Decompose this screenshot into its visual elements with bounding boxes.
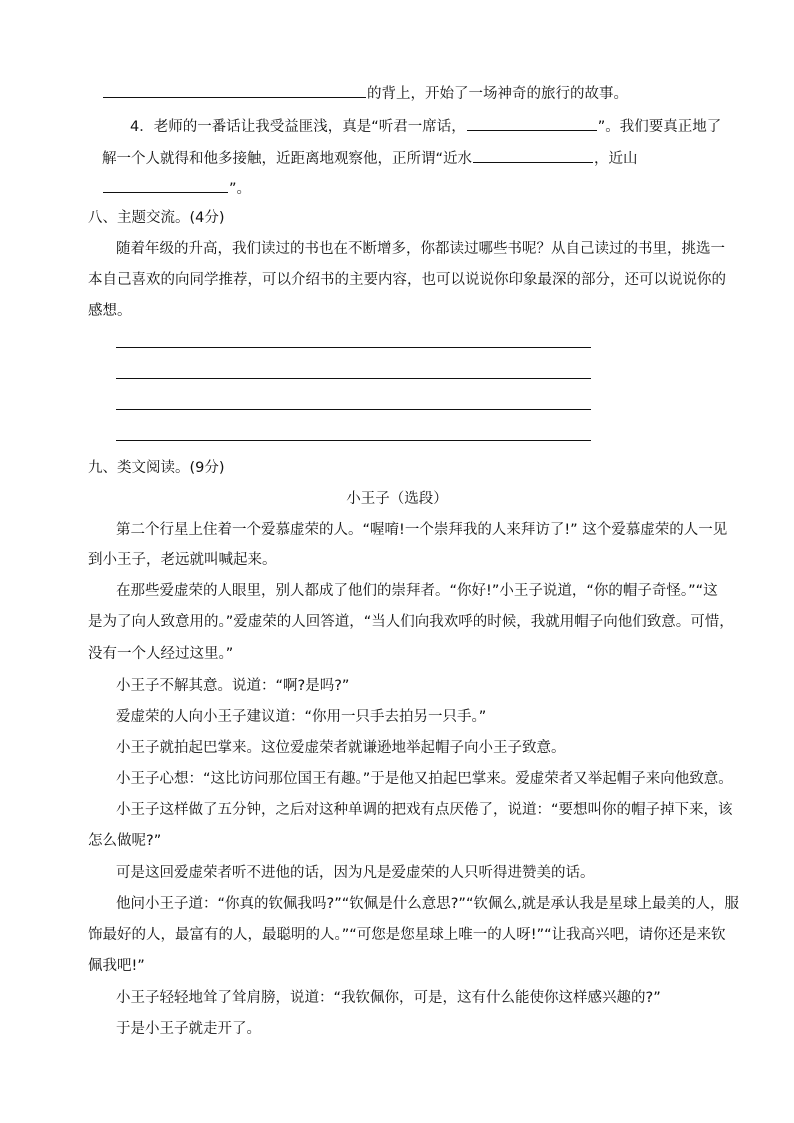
- passage-line: 佩我吧!”: [88, 958, 145, 974]
- q7-item-4-line-3: [102, 178, 742, 199]
- writing-line[interactable]: [116, 347, 591, 348]
- answer-blank[interactable]: [103, 178, 228, 193]
- passage-line: 于是小王子就走开了。: [116, 1021, 261, 1037]
- passage-line: 他问小王子道：“你真的钦佩我吗?”“钦佩是什么意思?”“钦佩么,就是承认我是星球上最美的人，服: [116, 896, 740, 912]
- q7-line-1: [102, 83, 742, 104]
- passage-line: 是为了向人致意用的。”爱虚荣的人回答道，“当人们向我欢呼的时候，我就用帽子向他们致意。可惜，: [88, 614, 734, 630]
- q8-heading: 八、主题交流。(4分): [88, 210, 225, 226]
- writing-line[interactable]: [116, 440, 591, 441]
- q7-item4-text-e: ”。: [229, 181, 252, 197]
- passage-line: 小王子这样做了五分钟，之后对这种单调的把戏有点厌倦了，说道：“要想叫你的帽子掉下来，该: [116, 802, 733, 818]
- passage-line: 在那些爱虚荣的人眼里，别人都成了他们的崇拜者。“你好!”小王子说道，“你的帽子奇怪。”“这: [116, 583, 718, 599]
- passage-line: 小王子轻轻地耸了耸肩膀，说道：“我钦佩你，可是，这有什么能使你这样感兴趣的?”: [116, 990, 661, 1006]
- answer-blank[interactable]: [473, 148, 593, 163]
- q7-item-4-line-1: [130, 116, 770, 137]
- q7-item4-text-c: 解一个人就得和他多接触，近距离地观察他，正所谓“近水: [102, 151, 473, 167]
- passage-line: 没有一个人经过这里。”: [88, 646, 234, 662]
- passage-line: 小王子不解其意。说道：“啊?是吗?”: [116, 678, 350, 694]
- q7-item4-text-a: 4．老师的一番话让我受益匪浅，真是“听君一席话，: [130, 119, 466, 135]
- q7-item4-text-d: ，近山: [594, 151, 638, 167]
- q8-prompt-line: 感想。: [88, 303, 132, 319]
- q7-item4-text-b: ”。我们要真正地了: [597, 119, 722, 135]
- passage-line: 小王子心想：“这比访问那位国王有趣。”于是他又拍起巴掌来。爱虚荣者又举起帽子来向他致意。: [116, 771, 733, 787]
- q9-heading: 九、类文阅读。(9分): [88, 460, 225, 476]
- answer-blank[interactable]: [103, 83, 366, 98]
- q7-line1-text: 的背上，开始了一场神奇的旅行的故事。: [367, 86, 628, 102]
- passage-line: 怎么做呢?”: [88, 833, 162, 849]
- writing-line[interactable]: [116, 409, 591, 410]
- passage-line: 小王子就拍起巴掌来。这位爱虚荣者就谦逊地举起帽子向小王子致意。: [116, 740, 566, 756]
- passage-line: 第二个行星上住着一个爱慕虚荣的人。“喔唷!一个崇拜我的人来拜访了!” 这个爱慕虚荣的人一见: [116, 522, 728, 538]
- passage-title: 小王子（选段）: [346, 491, 448, 507]
- passage-line: 到小王子，老远就叫喊起来。: [88, 552, 277, 568]
- q7-item-4-line-2: [102, 148, 742, 169]
- q8-prompt-line: 本自己喜欢的向同学推荐，可以介绍书的主要内容，也可以说说你印象最深的部分，还可以说说你的: [88, 272, 726, 288]
- passage-line: 饰最好的人，最富有的人，最聪明的人。”“可您是您星球上唯一的人呀!”“让我高兴吧，请你还是来钦: [88, 927, 726, 943]
- passage-line: 爱虚荣的人向小王子建议道：“你用一只手去拍另一只手。”: [116, 709, 487, 725]
- writing-line[interactable]: [116, 378, 591, 379]
- q8-prompt-line: 随着年级的升高，我们读过的书也在不断增多，你都读过哪些书呢？从自己读过的书里，挑选一: [116, 241, 725, 257]
- passage-line: 可是这回爱虚荣者听不进他的话，因为凡是爱虚荣的人只听得进赞美的话。: [116, 865, 595, 881]
- answer-blank[interactable]: [467, 116, 597, 131]
